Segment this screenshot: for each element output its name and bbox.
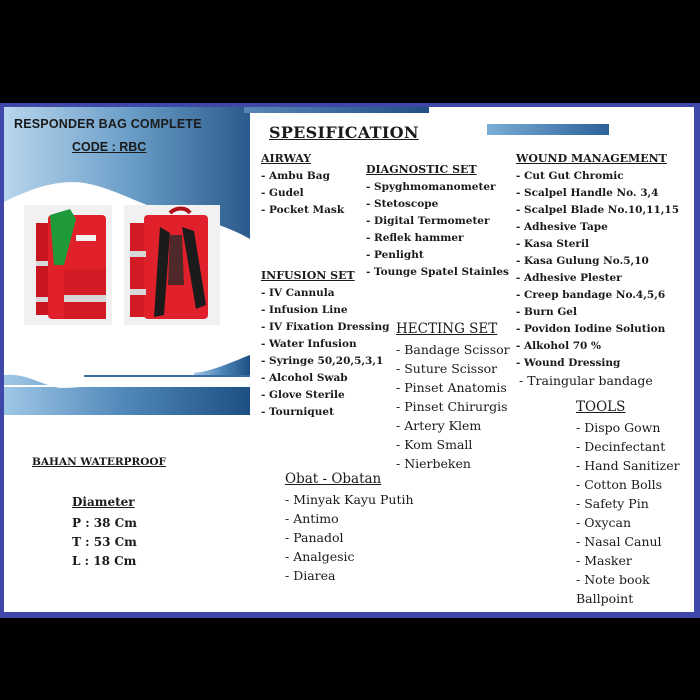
- hecting-section: [396, 321, 510, 473]
- list-item: - Alkohol 70 %: [516, 340, 601, 352]
- list-item: - Nierbeken: [396, 456, 471, 471]
- specification-heading: SPESIFICATION: [269, 123, 419, 142]
- material-label: BAHAN WATERPROOF: [32, 456, 166, 468]
- list-item: - Adhesive Tape: [516, 221, 608, 233]
- list-item: - Povidon Iodine Solution: [516, 323, 666, 335]
- product-title: RESPONDER BAG COMPLETE: [14, 117, 202, 131]
- tools-section: [576, 399, 680, 608]
- list-item: - Note book: [576, 572, 650, 587]
- top-accent-bar: [244, 107, 429, 113]
- list-item: - IV Cannula: [261, 287, 335, 299]
- diagnostic-heading: DIAGNOSTIC SET: [366, 163, 477, 176]
- list-item: Ballpoint: [576, 591, 634, 606]
- dimensions-heading: Diameter: [72, 495, 135, 509]
- backpack-front-image: [24, 205, 112, 325]
- list-item: - Gudel: [261, 187, 304, 199]
- list-item: - Reflek hammer: [366, 232, 464, 244]
- list-item: - Cut Gut Chromic: [516, 170, 624, 182]
- list-item: - Diarea: [285, 568, 336, 583]
- obat-heading: Obat - Obatan: [285, 471, 382, 487]
- list-item: - Ambu Bag: [261, 170, 330, 182]
- list-item: - Oxycan: [576, 515, 632, 530]
- list-item: - Kasa Gulung No.5,10: [516, 255, 649, 267]
- list-item: - Masker: [576, 553, 632, 568]
- airway-section: [261, 152, 344, 219]
- list-item: - Safety Pin: [576, 496, 649, 511]
- list-item: - Creep bandage No.4,5,6: [516, 289, 666, 301]
- list-item: - Nasal Canul: [576, 534, 662, 549]
- list-item: - Kasa Steril: [516, 238, 589, 250]
- dimension-length: P : 38 Cm: [72, 516, 137, 530]
- list-item: - Stetoscope: [366, 198, 439, 210]
- list-item: - Panadol: [285, 530, 344, 545]
- list-item: - Adhesive Plester: [516, 272, 622, 284]
- list-item: - Digital Termometer: [366, 215, 490, 227]
- list-item: - Hand Sanitizer: [576, 458, 680, 473]
- right-accent-bar: [487, 124, 609, 135]
- list-item: - Infusion Line: [261, 304, 348, 316]
- list-item: - Suture Scissor: [396, 361, 498, 376]
- list-item: - Wound Dressing: [516, 357, 621, 369]
- lower-wave-decoration: [4, 347, 250, 415]
- list-item: - Kom Small: [396, 437, 473, 452]
- product-code: CODE : RBC: [72, 140, 147, 154]
- backpack-back-image: [124, 205, 220, 325]
- list-item: - Bandage Scissor: [396, 342, 510, 357]
- list-item: - Pinset Anatomis: [396, 380, 507, 395]
- dimension-height: T : 53 Cm: [72, 535, 137, 549]
- diagnostic-section: [366, 163, 509, 281]
- list-item: - Minyak Kayu Putih: [285, 492, 414, 507]
- list-item: - Cotton Bolls: [576, 477, 663, 492]
- flyer-sheet: [4, 107, 694, 612]
- list-item: - Pocket Mask: [261, 204, 345, 216]
- list-item: - Artery Klem: [396, 418, 482, 433]
- airway-heading: AIRWAY: [261, 152, 312, 165]
- list-item: - Syringe 50,20,5,3,1: [261, 355, 384, 367]
- list-item: - Alcohol Swab: [261, 372, 348, 384]
- list-item: - Dispo Gown: [576, 420, 661, 435]
- wound-heading: WOUND MANAGEMENT: [516, 152, 667, 165]
- obat-section: [285, 471, 414, 585]
- list-item: - Penlight: [366, 249, 424, 261]
- list-item: - Decinfectant: [576, 439, 666, 454]
- dimensions-block: [72, 493, 137, 571]
- list-item: - IV Fixation Dressing: [261, 321, 390, 333]
- infusion-heading: INFUSION SET: [261, 269, 355, 282]
- list-item: - Traingular bandage: [519, 373, 653, 388]
- hecting-heading: HECTING SET: [396, 321, 498, 337]
- infusion-section: [261, 269, 389, 421]
- list-item: - Burn Gel: [516, 306, 577, 318]
- list-item: - Spyghmomanometer: [366, 181, 496, 193]
- flyer-frame: [0, 103, 700, 618]
- list-item: - Water Infusion: [261, 338, 357, 350]
- list-item: - Pinset Chirurgis: [396, 399, 508, 414]
- wound-management-section: [516, 152, 679, 389]
- list-item: - Analgesic: [285, 549, 355, 564]
- list-item: - Scalpel Blade No.10,11,15: [516, 204, 680, 216]
- dimension-width: L : 18 Cm: [72, 554, 137, 568]
- tools-heading: TOOLS: [576, 399, 626, 415]
- list-item: - Tourniquet: [261, 406, 334, 418]
- list-item: - Tounge Spatel Stainles: [366, 266, 509, 278]
- list-item: - Scalpel Handle No. 3,4: [516, 187, 659, 199]
- list-item: - Glove Sterile: [261, 389, 345, 401]
- list-item: - Antimo: [285, 511, 339, 526]
